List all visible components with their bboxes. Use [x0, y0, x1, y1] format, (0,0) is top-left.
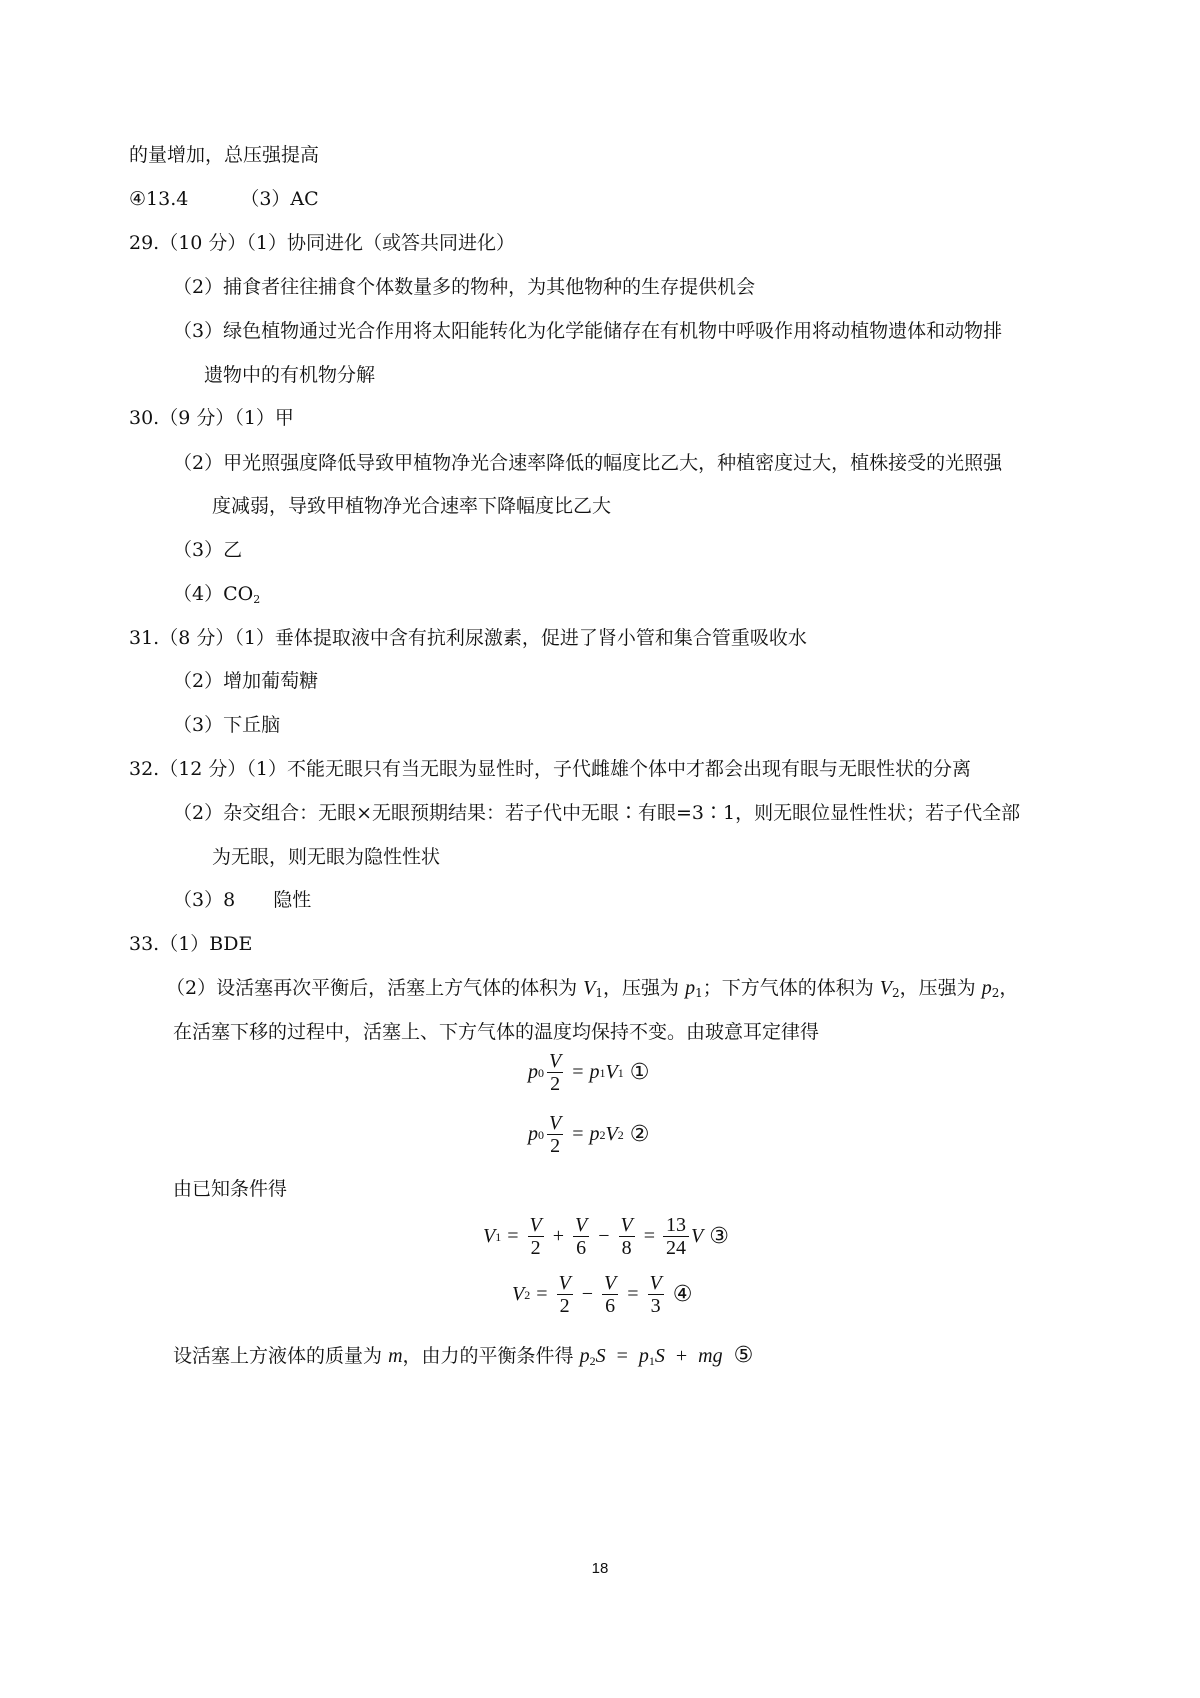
- text-fragment: ，由力的平衡条件得: [402, 1345, 574, 1367]
- equals-sign: =: [572, 1061, 584, 1083]
- text-fragment: ，压强为: [603, 977, 680, 999]
- denominator: 6: [573, 1236, 589, 1259]
- answer-fragment: （4）CO: [173, 583, 254, 605]
- denominator: 2: [528, 1236, 544, 1259]
- text-line: （3）绿色植物通过光合作用将太阳能转化为化学能储存在有机物中呼吸作用将动植物遗体和动物排: [173, 320, 1003, 342]
- equals-sign: =: [616, 1345, 628, 1367]
- question-29-heading: 29.（10 分）（1）协同进化（或答共同进化）: [129, 232, 516, 254]
- var-V: V: [691, 1225, 704, 1247]
- text-line: （2）杂交组合：无眼×无眼预期结果：若子代中无眼∶有眼=3∶1，则无眼位显性性状；若子代全部: [173, 802, 1021, 824]
- text-fragment: 设活塞上方液体的质量为: [173, 1345, 383, 1367]
- fraction: [601, 1272, 619, 1317]
- denominator: 2: [547, 1134, 563, 1157]
- var-p: p: [528, 1061, 538, 1083]
- equals-sign: =: [627, 1283, 639, 1305]
- equals-sign: =: [536, 1283, 548, 1305]
- var-S: S: [595, 1345, 606, 1367]
- denominator: 2: [547, 1072, 563, 1095]
- var-p: p: [579, 1345, 590, 1367]
- minus-sign: −: [581, 1283, 593, 1305]
- equation-number: ⑤: [733, 1343, 754, 1368]
- text-line: [129, 187, 319, 211]
- fraction: [647, 1272, 665, 1317]
- numerator: V: [558, 1272, 571, 1294]
- answer-fragment: 隐性: [273, 889, 312, 911]
- denominator: 24: [663, 1236, 689, 1259]
- equation-number: ②: [629, 1122, 650, 1147]
- var-V: V: [483, 1225, 496, 1247]
- text-fragment: ，: [999, 977, 1019, 999]
- text-line: [173, 1344, 753, 1368]
- answer-fragment: （3）8: [173, 889, 236, 911]
- question-30-heading: 30.（9 分）（1）甲: [129, 407, 294, 429]
- numerator: 13: [666, 1214, 686, 1236]
- question-31-heading: 31.（8 分）（1）垂体提取液中含有抗利尿激素，促进了肾小管和集合管重吸收水: [129, 627, 807, 649]
- subscript: 2: [253, 593, 261, 606]
- answer-fragment: （3）AC: [240, 188, 319, 210]
- equation-5: [580, 1345, 754, 1367]
- text-line: （2）增加葡萄糖: [173, 670, 319, 692]
- equation-number: ①: [629, 1060, 650, 1085]
- fraction: [556, 1272, 574, 1317]
- var-S: S: [654, 1345, 665, 1367]
- equation-3: V 1 = $\frac{V}{2}$ + $\frac{V}{6}$ − $\frac{V}{8}$ = $\frac{13}{24}$ V ③: [483, 1214, 729, 1259]
- text-line: （3）下丘脑: [173, 714, 281, 736]
- equals-sign: =: [572, 1123, 584, 1145]
- fraction: [618, 1214, 636, 1259]
- text-line: [166, 976, 1018, 1000]
- fraction: [572, 1214, 590, 1259]
- subscript: 2: [891, 986, 900, 1000]
- var-m: m: [388, 1345, 403, 1367]
- subscript: 2: [589, 1354, 596, 1368]
- equals-sign: =: [643, 1225, 655, 1247]
- text-fragment: （2）设活塞再次平衡后，活塞上方气体的体积为: [166, 977, 578, 999]
- text-line: [173, 888, 311, 912]
- page-number: 18: [591, 1560, 609, 1577]
- var-V: V: [879, 977, 892, 999]
- subscript: 1: [695, 986, 703, 1000]
- denominator: 6: [602, 1294, 618, 1317]
- plus-sign: +: [675, 1345, 688, 1367]
- equation-2: p 0 $\frac{V}{2}$ = p 2 V 2 ②: [528, 1112, 650, 1157]
- equation-4: V 2 = $\frac{V}{2}$ − $\frac{V}{6}$ = $\frac{V}{3}$ ④: [512, 1272, 693, 1317]
- text-line: 为无眼，则无眼为隐性性状: [212, 846, 441, 868]
- equation-1: p 0 $\frac{V}{2}$ = p 1 V 1 ①: [528, 1050, 650, 1095]
- question-32-heading: 32.（12 分）（1）不能无眼只有当无眼为显性时，子代雌雄个体中才都会出现有眼与无眼性状的分离: [129, 758, 972, 780]
- subscript: 2: [991, 986, 1000, 1000]
- equation-number: ④: [672, 1282, 693, 1307]
- numerator: V: [549, 1112, 562, 1134]
- denominator: 8: [619, 1236, 635, 1259]
- denominator: 3: [648, 1294, 664, 1317]
- var-p: p: [589, 1123, 600, 1145]
- var-V: V: [605, 1061, 618, 1083]
- numerator: V: [604, 1272, 617, 1294]
- numerator: V: [529, 1214, 542, 1236]
- text-line: 的量增加，总压强提高: [129, 144, 320, 166]
- equals-sign: =: [507, 1225, 519, 1247]
- text-line: 由已知条件得: [173, 1178, 288, 1200]
- text-line: （2）甲光照强度降低导致甲植物净光合速率降低的幅度比乙大，种植密度过大，植株接受的光照强: [173, 452, 1003, 474]
- numerator: V: [575, 1214, 588, 1236]
- var-V: V: [605, 1123, 618, 1145]
- numerator: V: [649, 1272, 662, 1294]
- text-line: （3）乙: [173, 539, 243, 561]
- fraction: [527, 1214, 545, 1259]
- numerator: V: [549, 1050, 562, 1072]
- text-fragment: ，压强为: [899, 977, 976, 999]
- var-p: p: [589, 1061, 600, 1083]
- var-p: p: [528, 1123, 538, 1145]
- answer-fragment: ④13.4: [129, 188, 189, 210]
- text-line: [173, 582, 260, 606]
- denominator: 2: [557, 1294, 573, 1317]
- subscript: 1: [595, 986, 603, 1000]
- question-33-heading: 33.（1）BDE: [129, 933, 253, 955]
- text-fragment: ；下方气体的体积为: [702, 977, 874, 999]
- var-mg: mg: [698, 1345, 723, 1367]
- text-line: （2）捕食者往往捕食个体数量多的物种，为其他物种的生存提供机会: [173, 276, 756, 298]
- equation-number: ③: [709, 1224, 729, 1249]
- fraction: [663, 1214, 689, 1259]
- var-p: p: [685, 977, 696, 999]
- numerator: V: [620, 1214, 633, 1236]
- var-p: p: [981, 977, 992, 999]
- text-line: 在活塞下移的过程中，活塞上、下方气体的温度均保持不变。由玻意耳定律得: [173, 1021, 820, 1043]
- var-p: p: [638, 1345, 649, 1367]
- text-line: 遗物中的有机物分解: [204, 364, 376, 386]
- minus-sign: −: [598, 1225, 610, 1247]
- fraction: [546, 1112, 564, 1157]
- var-V: V: [583, 977, 596, 999]
- plus-sign: +: [552, 1225, 564, 1247]
- text-line: 度减弱，导致甲植物净光合速率下降幅度比乙大: [212, 495, 612, 517]
- var-V: V: [512, 1283, 525, 1305]
- subscript: 1: [648, 1354, 655, 1368]
- fraction: [546, 1050, 564, 1095]
